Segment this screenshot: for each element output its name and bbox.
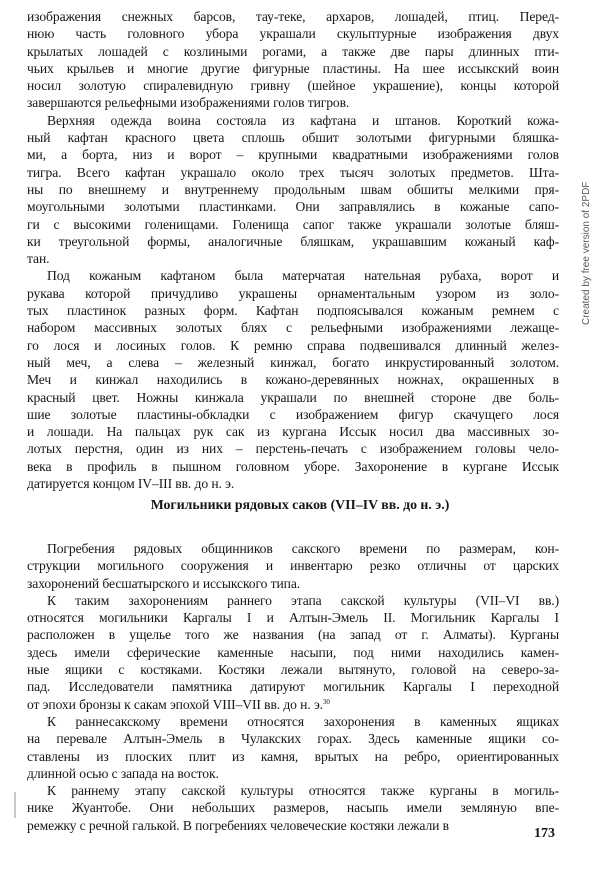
line-text: лотых перстня, один из них – перстень-печать с изображением головы чело- — [27, 441, 559, 457]
line-text: изображения снежных барсов, тау-теке, архаров, лошадей, птиц. Перед- — [27, 9, 559, 24]
text-line — [27, 661, 559, 678]
text-line — [27, 233, 559, 250]
line-text: носил золотую спиралевидную гривну (шейное украшение), концы которой — [27, 78, 559, 94]
line-text: нике Жуантобе. Они небольших размеров, насыпь имели земляную впе- — [27, 800, 559, 816]
paragraph — [27, 8, 559, 112]
line-text: длинной осью с запада на восток. — [27, 765, 219, 781]
line-text: завершаются рельефными изображениями голов тигров. — [27, 95, 350, 111]
text-line — [27, 302, 559, 319]
line-text: Меч и кинжал находились в кожано-деревянных ножнах, окрашенных в — [27, 372, 559, 388]
line-text: шие золотые пластины-обкладки с изображением фигур скачущего лося — [27, 406, 559, 422]
paragraph — [27, 112, 559, 268]
footnote-ref: 30 — [322, 697, 330, 706]
text-line — [27, 423, 559, 440]
line-text: ны по внешнему и внутреннему продольным швам обшиты мелкими пря- — [27, 181, 559, 197]
line-text: здесь имели сферические каменные насыпи, под ними находились камен- — [27, 644, 559, 660]
line-text: тых пластинок разных форм. Кафтан подпоясывался кожаным ремнем с — [27, 303, 559, 319]
text-line — [27, 626, 559, 643]
text-line — [27, 730, 559, 747]
text-line — [27, 94, 559, 111]
line-text: нюю часть головного убора украшали скульптурные изображения двух — [27, 26, 559, 42]
text-line — [27, 25, 559, 42]
text-line — [27, 371, 559, 388]
paragraph — [27, 592, 559, 713]
line-text: от эпохи бронзы к сакам эпохой VIII–VII вв. до н. э. — [27, 696, 323, 712]
line-text: тан. — [27, 251, 50, 267]
paragraph — [27, 267, 559, 492]
line-text: ремежку с речной галькой. В погребениях человеческие костяки лежали в — [27, 817, 449, 833]
watermark — [579, 181, 593, 325]
text-line — [27, 216, 559, 233]
text-block-top — [27, 8, 559, 492]
text-line — [27, 406, 559, 423]
line-text: Погребения рядовых общинников сакского времени по размерам, кон- — [47, 541, 559, 556]
line-text: ки треугольной формы, аналогичные бляшкам, украшавшим кожаный каф- — [27, 233, 559, 249]
text-line — [27, 146, 559, 163]
text-line — [27, 250, 559, 267]
line-text: ный кафтан красного цвета сплошь обшит золотыми фигурными бляшка- — [27, 130, 559, 146]
text-line — [27, 164, 559, 181]
line-text: и лошади. На пальцах рук сак из кургана Иссык носил два массивных зо- — [27, 424, 559, 440]
text-line — [27, 782, 559, 799]
text-line — [27, 765, 559, 782]
text-line — [27, 609, 559, 626]
line-text: ные ящики с костяками. Костяки лежали вытянуто, головой на северо-за- — [27, 662, 559, 678]
text-line — [27, 540, 559, 557]
line-text: красный цвет. Ножны кинжала украшали по внешней стороне две боль- — [27, 389, 559, 405]
line-text: моугольными золотыми пластинками. Они заправлялись в кожаные сапо- — [27, 199, 559, 215]
text-line — [27, 198, 559, 215]
text-line — [27, 557, 559, 574]
text-line — [27, 60, 559, 77]
text-line — [27, 181, 559, 198]
line-text: пад. Исследователи памятника датируют могильник Каргалы I переходной — [27, 679, 559, 695]
line-text: датируется концом IV–III вв. до н. э. — [27, 476, 235, 492]
text-line — [27, 337, 559, 354]
text-line — [27, 8, 559, 25]
line-text: го лося и лосиных голов. К ремню справа подвешивался длинный желез- — [27, 337, 559, 353]
paragraph — [27, 540, 559, 592]
text-line — [27, 112, 559, 129]
text-line — [27, 475, 559, 492]
line-text: рукава которой причудливо украшены орнаментальным узором из золо- — [27, 285, 559, 301]
text-line — [27, 678, 559, 695]
line-text: ги с высокими голенищами. Голенища сапог также украшали золотые бляш- — [27, 216, 559, 232]
line-text: захоронений бесшатырского и иссыкского типа. — [27, 575, 301, 591]
line-text: набором массивных золотых блях с рельефными изображениями лежаще- — [27, 320, 559, 336]
line-text: тигра. Всего кафтан украшало около трех тысяч золотых предметов. Шта- — [27, 164, 559, 180]
line-text: века в профиль в пышном головном уборе. Захоронение в кургане Иссык — [27, 458, 559, 474]
text-line — [27, 267, 559, 284]
line-text: расположен в ущелье того же названия (на запад от г. Алматы). Курганы — [27, 627, 559, 643]
line-text: струкции могильного сооружения и инвентарю резко отличны от царских — [27, 558, 559, 574]
line-text: К таким захоронениям раннего этапа сакской культуры (VII–VI вв.) — [47, 592, 559, 608]
line-text: крылатых лошадей с козлиными рогами, а также две пары длинных пти- — [27, 43, 559, 59]
text-line — [27, 696, 559, 713]
line-text: К раннесакскому времени относятся захоронения в каменных ящиках — [47, 713, 559, 729]
paragraph — [27, 782, 559, 834]
line-text: ставлены из плоских плит из камня, врытых на ребро, ориентированных — [27, 748, 559, 764]
paragraph — [27, 713, 559, 782]
margin-mark — [14, 792, 16, 818]
line-text: на перевале Алтын-Эмель в Чулакских горах. Здесь каменные ящики со- — [27, 731, 559, 747]
text-line — [27, 129, 559, 146]
line-text: относятся могильники Каргалы I и Алтын-Эмель II. Могильник Каргалы I — [27, 610, 559, 626]
text-line — [27, 575, 559, 592]
line-text: чьих крыльев и многие другие фигурные пластины. На шее иссыкский воин — [27, 60, 559, 76]
text-line — [27, 458, 559, 475]
text-line — [27, 817, 559, 834]
line-text: ми, а борта, низ и ворот – крупными квадратными изображениями голов — [27, 147, 559, 163]
text-block-bottom — [27, 540, 559, 834]
text-line — [27, 592, 559, 609]
line-text: Верхняя одежда воина состояла из кафтана и штанов. Короткий кожа- — [47, 112, 559, 128]
text-line — [27, 389, 559, 406]
line-text: ный меч, а слева – железный кинжал, богато инкрустированный золотом. — [27, 354, 559, 370]
text-line — [27, 644, 559, 661]
text-line — [27, 713, 559, 730]
section-heading: Могильники рядовых саков (VII–IV вв. до н. э.) — [150, 497, 450, 512]
text-line — [27, 799, 559, 816]
line-text: Под кожаным кафтаном была матерчатая нательная рубаха, ворот и — [47, 268, 559, 284]
watermark-text: Created by free version of 2PDF — [581, 181, 592, 325]
text-line — [27, 440, 559, 457]
text-line — [27, 354, 559, 371]
text-line — [27, 285, 559, 302]
line-text: К раннему этапу сакской культуры относятся также курганы в могиль- — [47, 783, 559, 799]
text-line — [27, 319, 559, 336]
page-number: 173 — [534, 826, 555, 841]
text-line — [27, 43, 559, 60]
text-line — [27, 77, 559, 94]
text-line — [27, 748, 559, 765]
